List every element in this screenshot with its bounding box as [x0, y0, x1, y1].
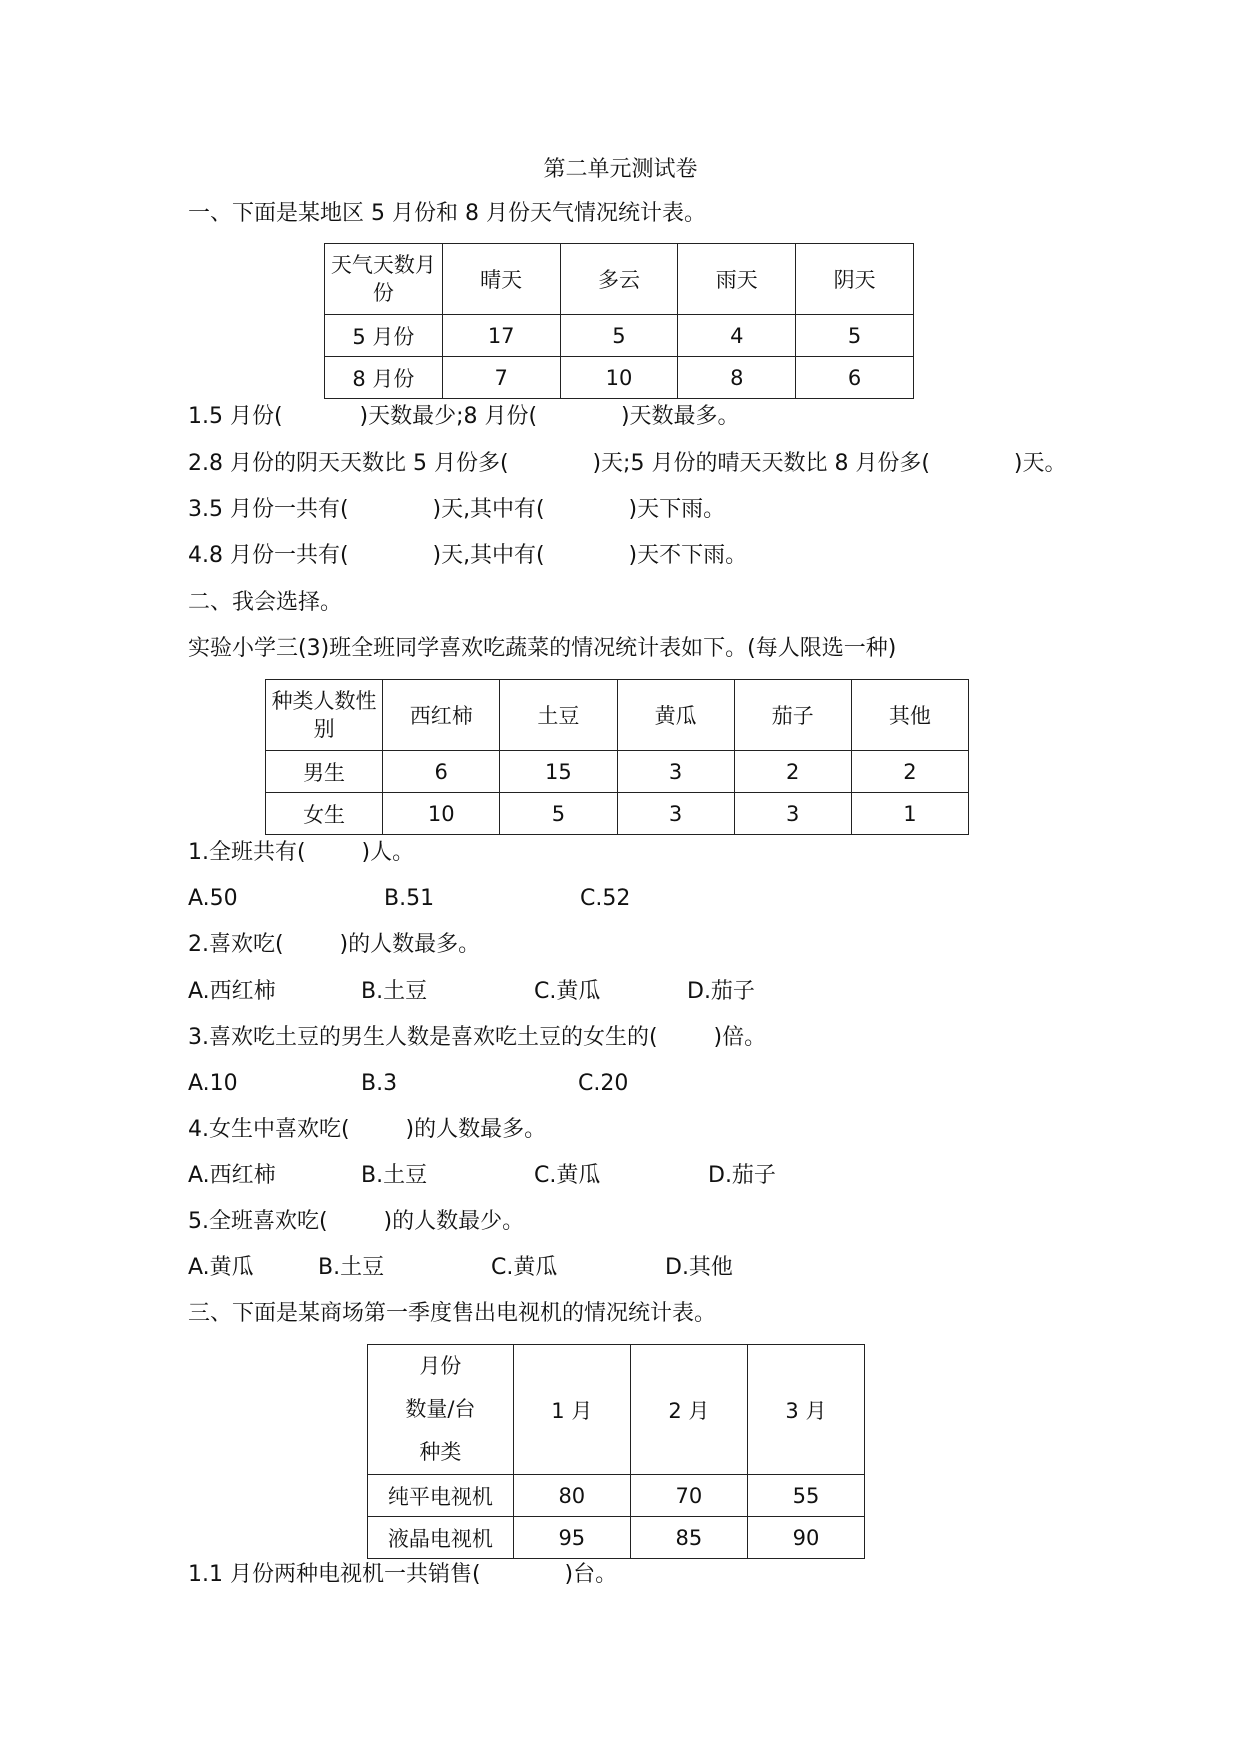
option-d: D.茄子: [708, 1163, 776, 1188]
column-header: 黄瓜: [617, 680, 734, 751]
table-cell: 80: [513, 1475, 630, 1517]
option-a: A.50: [188, 886, 238, 911]
table-cell: 10: [383, 793, 500, 835]
table-cell: 5: [796, 315, 914, 357]
column-header: 西红柿: [383, 680, 500, 751]
option-c: C.20: [578, 1071, 629, 1096]
option-b: B.土豆: [318, 1255, 385, 1280]
question-1-2: 2.8 月份的阴天天数比 5 月份多( )天;5 月份的晴天天数比 8 月份多( )天。: [188, 451, 1067, 476]
vegetable-table: [265, 679, 969, 835]
option-b: B.3: [361, 1071, 398, 1096]
table-cell: 3: [734, 793, 851, 835]
question-2-1: 1.全班共有( )人。: [188, 840, 415, 865]
column-header: 土豆: [500, 680, 617, 751]
column-header: 多云: [560, 244, 678, 315]
option-a: A.西红柿: [188, 979, 276, 1004]
table-cell: 85: [630, 1517, 747, 1559]
option-c: C.黄瓜: [534, 1163, 601, 1188]
option-a: A.10: [188, 1071, 238, 1096]
section1-heading: 一、下面是某地区 5 月份和 8 月份天气情况统计表。: [188, 201, 706, 226]
column-header: 1 月: [513, 1345, 630, 1475]
option-d: D.其他: [665, 1255, 733, 1280]
table-cell: 6: [796, 357, 914, 399]
table-cell: 3: [617, 793, 734, 835]
option-b: B.土豆: [361, 1163, 428, 1188]
weather-table: [324, 243, 914, 399]
option-c: C.黄瓜: [491, 1255, 558, 1280]
column-header: 茄子: [734, 680, 851, 751]
table-cell: 70: [630, 1475, 747, 1517]
column-header: 2 月: [630, 1345, 747, 1475]
table-cell: 95: [513, 1517, 630, 1559]
column-header: 3 月: [747, 1345, 864, 1475]
table-cell: 1: [851, 793, 968, 835]
table-cell: 2: [734, 751, 851, 793]
table-cell: 90: [747, 1517, 864, 1559]
section3-heading: 三、下面是某商场第一季度售出电视机的情况统计表。: [188, 1301, 717, 1326]
row-label: 8 月份: [325, 357, 443, 399]
table-cell: 2: [851, 751, 968, 793]
row-label: 液晶电视机: [368, 1517, 514, 1559]
question-2-4: 4.女生中喜欢吃( )的人数最多。: [188, 1117, 547, 1142]
corner-quantity: 数量/台: [405, 1397, 476, 1421]
question-2-2: 2.喜欢吃( )的人数最多。: [188, 932, 481, 957]
option-c: C.52: [580, 886, 631, 911]
option-d: D.茄子: [687, 979, 755, 1004]
tv-table-corner: [368, 1345, 514, 1475]
corner-type: 种类: [419, 1440, 462, 1464]
column-header: 晴天: [442, 244, 560, 315]
row-label: 男生: [266, 751, 383, 793]
weather-table-corner: 天气天数月份: [325, 244, 443, 315]
option-b: B.51: [384, 886, 435, 911]
table-cell: 7: [442, 357, 560, 399]
question-1-3: 3.5 月份一共有( )天,其中有( )天下雨。: [188, 497, 726, 522]
option-c: C.黄瓜: [534, 979, 601, 1004]
corner-month: 月份: [419, 1354, 462, 1378]
question-3-1: 1.1 月份两种电视机一共销售( )台。: [188, 1562, 618, 1587]
row-label: 女生: [266, 793, 383, 835]
question-1-1: 1.5 月份( )天数最少;8 月份( )天数最多。: [188, 404, 740, 429]
option-b: B.土豆: [361, 979, 428, 1004]
table-cell: 55: [747, 1475, 864, 1517]
question-1-4: 4.8 月份一共有( )天,其中有( )天不下雨。: [188, 543, 748, 568]
question-2-5: 5.全班喜欢吃( )的人数最少。: [188, 1209, 525, 1234]
table-cell: 5: [500, 793, 617, 835]
table-cell: 8: [678, 357, 796, 399]
page-title: 第二单元测试卷: [543, 157, 698, 182]
table-cell: 10: [560, 357, 678, 399]
row-label: 5 月份: [325, 315, 443, 357]
row-label: 纯平电视机: [368, 1475, 514, 1517]
table-cell: 17: [442, 315, 560, 357]
table-cell: 15: [500, 751, 617, 793]
table-cell: 6: [383, 751, 500, 793]
table-cell: 5: [560, 315, 678, 357]
column-header: 其他: [851, 680, 968, 751]
section2-intro: 实验小学三(3)班全班同学喜欢吃蔬菜的情况统计表如下。(每人限选一种): [188, 636, 897, 661]
column-header: 阴天: [796, 244, 914, 315]
option-a: A.西红柿: [188, 1163, 276, 1188]
section2-heading: 二、我会选择。: [188, 590, 343, 615]
table-cell: 4: [678, 315, 796, 357]
table-cell: 3: [617, 751, 734, 793]
column-header: 雨天: [678, 244, 796, 315]
option-a: A.黄瓜: [188, 1255, 254, 1280]
question-2-3: 3.喜欢吃土豆的男生人数是喜欢吃土豆的女生的( )倍。: [188, 1025, 767, 1050]
tv-sales-table: [367, 1344, 865, 1559]
vegetable-table-corner: 种类人数性别: [266, 680, 383, 751]
